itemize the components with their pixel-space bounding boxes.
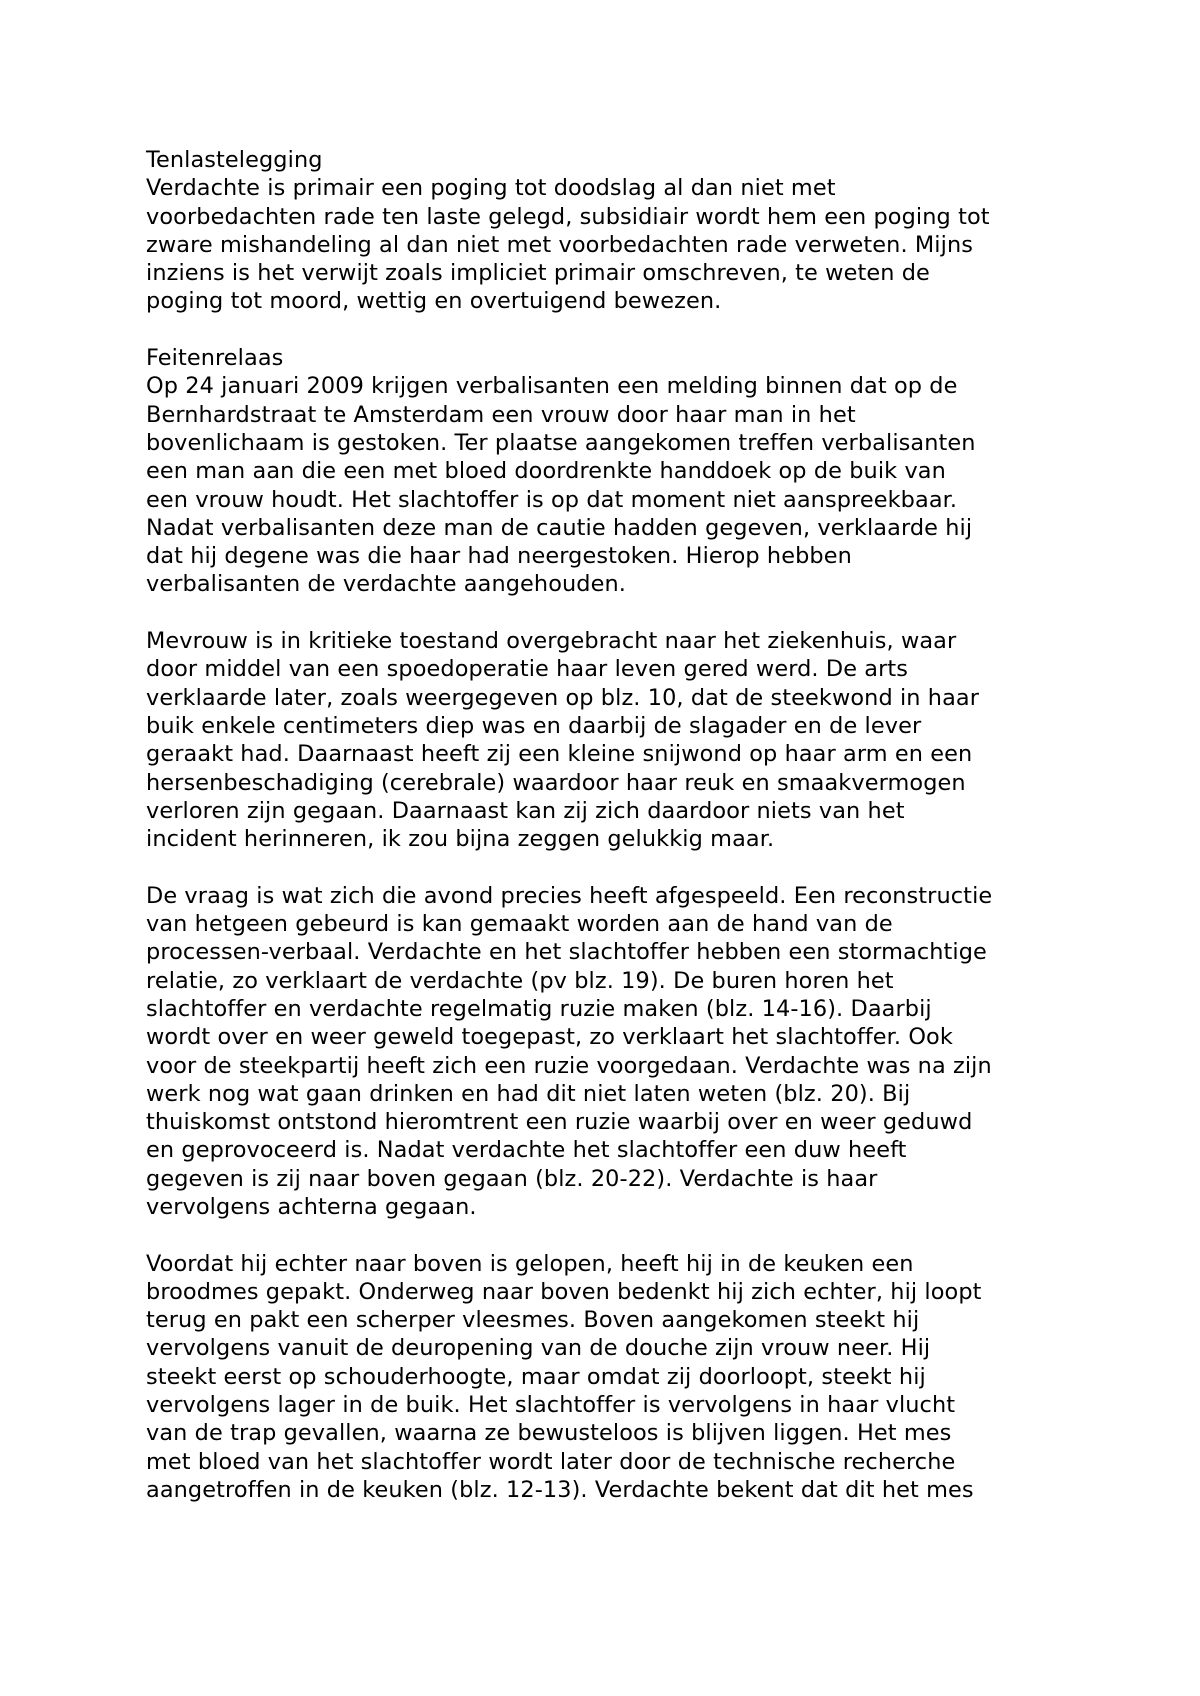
paragraph-line: broodmes gepakt. Onderweg naar boven bedenkt hij zich echter, hij loopt (146, 1278, 982, 1305)
paragraph-line: en geprovoceerd is. Nadat verdachte het slachtoffer een duw heeft (146, 1137, 907, 1164)
paragraph-line: processen-verbaal. Verdachte en het slachtoffer hebben een stormachtige (146, 939, 987, 966)
paragraph-line: verklaarde later, zoals weergegeven op blz. 10, dat de steekwond in haar (146, 684, 980, 711)
paragraph-line: slachtoffer en verdachte regelmatig ruzie maken (blz. 14-16). Daarbij (146, 995, 932, 1022)
paragraph-line: bovenlichaam is gestoken. Ter plaatse aangekomen treffen verbalisanten (146, 429, 976, 456)
section-spacer (146, 316, 1086, 344)
paragraph-line: Op 24 januari 2009 krijgen verbalisanten een melding binnen dat op de (146, 373, 958, 400)
paragraph-line: met bloed van het slachtoffer wordt later door de technische recherche (146, 1448, 956, 1475)
paragraph-spacer (146, 599, 1086, 627)
paragraph-line: incident herinneren, ik zou bijna zeggen gelukkig maar. (146, 826, 775, 853)
paragraph-line: terug en pakt een scherper vleesmes. Boven aangekomen steekt hij (146, 1307, 920, 1334)
paragraph-line: gegeven is zij naar boven gegaan (blz. 20-22). Verdachte is haar (146, 1165, 878, 1192)
paragraph-line: voor de steekpartij heeft zich een ruzie voorgedaan. Verdachte was na zijn (146, 1052, 992, 1079)
paragraph-line: inziens is het verwijt zoals impliciet primair omschreven, te weten de (146, 260, 930, 287)
paragraph-line: thuiskomst ontstond hieromtrent een ruzie waarbij over en weer geduwd (146, 1109, 973, 1136)
paragraph-line: werk nog wat gaan drinken en had dit niet laten weten (blz. 20). Bij (146, 1080, 911, 1107)
paragraph-line: Mevrouw is in kritieke toestand overgebracht naar het ziekenhuis, waar (146, 628, 957, 655)
paragraph-line: zware mishandeling al dan niet met voorbedachten rade verweten. Mijns (146, 231, 973, 258)
paragraph-line: een man aan die een met bloed doordrenkte handdoek op de buik van (146, 458, 946, 485)
paragraph-line: verbalisanten de verdachte aangehouden. (146, 571, 626, 598)
paragraph-line: dat hij degene was die haar had neergestoken. Hierop hebben (146, 543, 852, 570)
paragraph-line: Bernhardstraat te Amsterdam een vrouw door haar man in het (146, 401, 856, 428)
paragraph-line: Voordat hij echter naar boven is gelopen, heeft hij in de keuken een (146, 1250, 914, 1277)
paragraph-line: buik enkele centimeters diep was en daarbij de slagader en de lever (146, 712, 922, 739)
paragraph-spacer (146, 853, 1086, 881)
paragraph-line: van hetgeen gebeurd is kan gemaakt worden aan de hand van de (146, 911, 893, 938)
paragraph-spacer (146, 1221, 1086, 1249)
paragraph-line: Nadat verbalisanten deze man de cautie hadden gegeven, verklaarde hij (146, 514, 973, 541)
section-heading: Feitenrelaas (146, 345, 284, 372)
document-body (146, 146, 1086, 1504)
paragraph-line: Verdachte is primair een poging tot doodslag al dan niet met (146, 175, 836, 202)
paragraph-line: van de trap gevallen, waarna ze bewusteloos is blijven liggen. Het mes (146, 1420, 952, 1447)
paragraph-line: een vrouw houdt. Het slachtoffer is op dat moment niet aanspreekbaar. (146, 486, 958, 513)
paragraph-line: door middel van een spoedoperatie haar leven gered werd. De arts (146, 656, 909, 683)
paragraph-line: vervolgens lager in de buik. Het slachtoffer is vervolgens in haar vlucht (146, 1392, 956, 1419)
paragraph-line: vervolgens achterna gegaan. (146, 1193, 477, 1220)
paragraph-line: voorbedachten rade ten laste gelegd, subsidiair wordt hem een poging tot (146, 203, 990, 230)
paragraph-line: steekt eerst op schouderhoogte, maar omdat zij doorloopt, steekt hij (146, 1363, 926, 1390)
paragraph-line: poging tot moord, wettig en overtuigend bewezen. (146, 288, 722, 315)
paragraph-line: De vraag is wat zich die avond precies heeft afgespeeld. Een reconstructie (146, 882, 993, 909)
paragraph-line: hersenbeschadiging (cerebrale) waardoor haar reuk en smaakvermogen (146, 769, 966, 796)
paragraph-line: geraakt had. Daarnaast heeft zij een kleine snijwond op haar arm en een (146, 741, 973, 768)
paragraph-line: wordt over en weer geweld toegepast, zo verklaart het slachtoffer. Ook (146, 1024, 953, 1051)
paragraph-line: verloren zijn gegaan. Daarnaast kan zij zich daardoor niets van het (146, 797, 905, 824)
paragraph-line: relatie, zo verklaart de verdachte (pv blz. 19). De buren horen het (146, 967, 894, 994)
paragraph-line: aangetroffen in de keuken (blz. 12-13). Verdachte bekent dat dit het mes (146, 1476, 974, 1503)
section-heading: Tenlastelegging (146, 147, 323, 173)
paragraph-line: vervolgens vanuit de deuropening van de douche zijn vrouw neer. Hij (146, 1335, 931, 1362)
